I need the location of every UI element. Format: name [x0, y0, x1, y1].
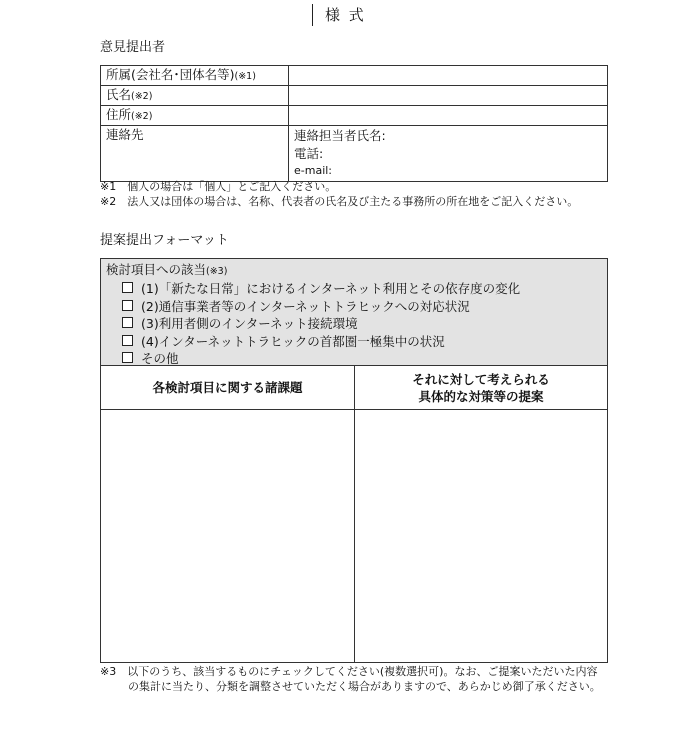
topic-option-label: (2)通信事業者等のインターネットトラヒックへの対応状況	[141, 298, 470, 314]
submitter-heading: 意見提出者	[100, 40, 166, 55]
issues-column-header: 各検討項目に関する諸課題	[152, 380, 303, 395]
submitter-note-2: ※2 法人又は団体の場合は、名称、代表者の氏名及び主たる事務所の所在地をご記入ください。	[100, 195, 579, 208]
document-title: 様 式	[312, 4, 366, 26]
affiliation-input-cell[interactable]	[289, 66, 608, 86]
topic-option-4[interactable]	[122, 333, 607, 351]
affiliation-label: 所属(会社名･団体名等)	[106, 67, 235, 82]
name-label: 氏名	[106, 87, 132, 102]
address-label-cell	[101, 106, 289, 126]
checkbox[interactable]	[122, 335, 133, 346]
topics-note: (※3)	[206, 266, 228, 277]
checkbox[interactable]	[122, 300, 133, 311]
checkbox[interactable]	[122, 317, 133, 328]
topic-option-label: (3)利用者側のインターネット接続環境	[141, 316, 358, 331]
proposals-header-line-2: 具体的な対策等の提案	[418, 388, 544, 404]
proposals-header-line-1: それに対して考えられる	[412, 371, 550, 387]
name-label-cell	[101, 86, 289, 106]
issues-input-area[interactable]	[101, 410, 354, 662]
proposal-heading: 提案提出フォーマット	[100, 233, 229, 248]
footnote-line-1: ※3 以下のうち、該当するものにチェックしてください(複数選択可)。なお、ご提案いただいた内容	[100, 665, 598, 678]
contact-input-cell[interactable]	[289, 126, 608, 182]
topic-option-2[interactable]	[122, 298, 607, 316]
topics-label: 検討項目への該当	[106, 262, 207, 277]
contact-person-label: 連絡担当者氏名:	[294, 128, 386, 143]
affiliation-note: (※1)	[234, 71, 256, 82]
topic-option-label: その他	[141, 351, 179, 366]
topic-option-5[interactable]	[122, 350, 607, 368]
address-label: 住所	[106, 107, 132, 122]
topics-section	[101, 259, 607, 366]
topic-option-label: (1)「新たな日常」におけるインターネット利用とその依存度の変化	[141, 281, 521, 296]
topic-option-label: (4)インターネットトラヒックの首都圏一極集中の状況	[141, 333, 445, 349]
topic-option-1[interactable]	[122, 280, 607, 298]
affiliation-label-cell	[101, 66, 289, 86]
checkbox[interactable]	[122, 282, 133, 293]
contact-label: 連絡先	[106, 127, 144, 142]
proposal-form	[100, 258, 608, 663]
footnote-line-2: の集計に当たり、分類を調整させていただく場合がありますので、あらかじめ御了承ください。	[128, 680, 601, 693]
address-note: (※2)	[131, 111, 153, 122]
name-note: (※2)	[131, 91, 153, 102]
contact-label-cell	[101, 126, 289, 182]
contact-email-label: e-mail:	[294, 164, 333, 177]
name-input-cell[interactable]	[289, 86, 608, 106]
checkbox[interactable]	[122, 352, 133, 363]
address-input-cell[interactable]	[289, 106, 608, 126]
proposals-input-area[interactable]	[355, 410, 607, 662]
topic-option-3[interactable]	[122, 315, 607, 333]
contact-phone-label: 電話:	[294, 145, 324, 161]
submitter-table	[100, 65, 608, 182]
submitter-note-1: ※1 個人の場合は「個人」とご記入ください。	[100, 180, 337, 193]
proposals-column-header	[355, 366, 607, 409]
